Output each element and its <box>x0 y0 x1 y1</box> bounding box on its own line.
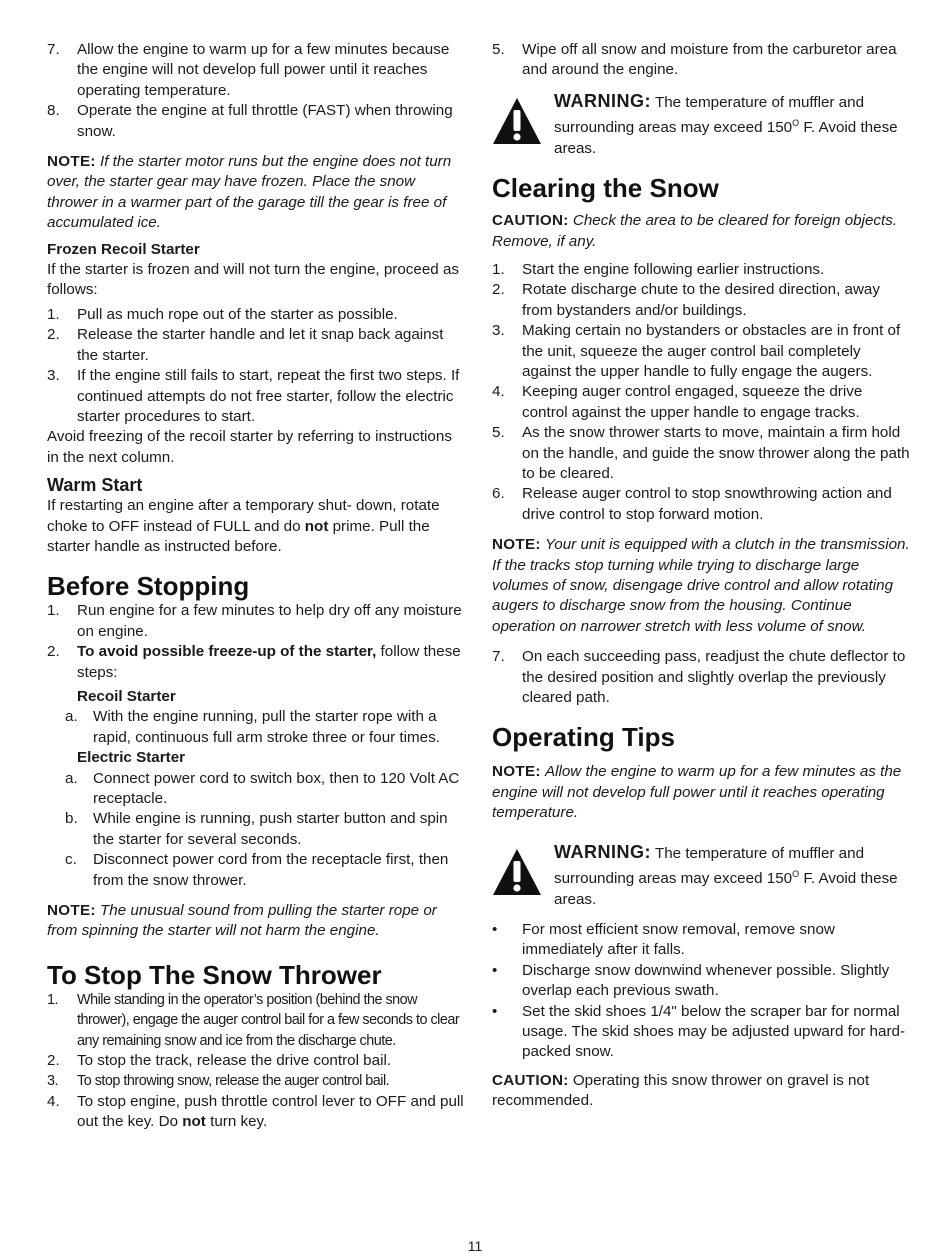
frozen-outro: Avoid freezing of the recoil starter by referring to instructions in the next column. <box>47 428 452 466</box>
operating-tips-heading: Operating Tips <box>492 722 675 753</box>
left-column <box>47 40 467 1133</box>
list-item: 3. To stop throwing snow, release the auger control bail. <box>47 1073 390 1090</box>
note-clutch: NOTE: Your unit is equipped with a clutch in the transmission. If the tracks stop turning while trying to discharge large volumes of snow, disengage drive control and allow rotating augers to discharge snow from the housing. Continue operation on narrower stretch with less volume of snow. <box>492 536 910 635</box>
list-item: a. Connect power cord to switch box, then to 120 Volt AC receptacle. <box>65 769 460 807</box>
warning-block: WARNING: The temperature of muffler and surrounding areas may exceed $150^O$ F. Avoid these areas. <box>492 91 912 159</box>
list-item: 4. To stop engine, push throttle control lever to OFF and pull out the key. Do not turn key. <box>47 1092 464 1131</box>
warm-start-heading: Warm Start <box>47 475 143 496</box>
list-item: 8. Operate the engine at full throttle (FAST) when throwing snow. <box>47 102 453 140</box>
list-item: 2. To avoid possible freeze-up of the starter, follow these steps: <box>47 643 461 681</box>
list-item: • Discharge snow downwind whenever possible. Slightly overlap each previous swath. <box>492 961 890 1000</box>
warning-icon <box>492 97 542 145</box>
note-starter-frozen: NOTE: If the starter motor runs but the engine does not turn over, the starter gear may have frozen. Place the snow thrower in a warmer part of the garage till the gear is free of accumulated ice. <box>47 153 452 232</box>
list-item: 7. On each succeeding pass, readjust the chute deflector to the desired position and slightly overlap the previously cleared path. <box>492 648 906 707</box>
list-item: 2. Release the starter handle and let it snap back against the starter. <box>47 326 444 364</box>
warning-icon <box>492 848 542 896</box>
list-item: 3. Making certain no bystanders or obstacles are in front of the unit, squeeze the auger control bail completely against the upper handle to fully engage the augers. <box>492 322 901 380</box>
frozen-intro: If the starter is frozen and will not turn the engine, proceed as follows: <box>47 261 459 299</box>
list-item: • Set the skid shoes 1/4" below the scraper bar for normal usage. The skid shoes may be adjusted upward for hard-packed snow. <box>492 1002 906 1061</box>
clearing-snow-heading: Clearing the Snow <box>492 173 719 204</box>
page-number: 11 <box>467 1238 483 1254</box>
list-item: b. While engine is running, push starter button and spin the starter for several seconds. <box>65 810 448 848</box>
list-item: 2. Rotate discharge chute to the desired direction, away from bystanders and/or buildings. <box>492 281 880 319</box>
list-item: 3. If the engine still fails to start, repeat the first two steps. If continued attempts do not free starter, follow the electric starter procedures to start. <box>47 367 460 425</box>
list-item: 5. As the snow thrower starts to move, maintain a firm hold on the handle, and guide the snow thrower along the path to be cleared. <box>492 424 910 482</box>
list-item: 4. Keeping auger control engaged, squeeze the drive control against the upper handle to engage tracks. <box>492 383 863 421</box>
list-item: 5. Wipe off all snow and moisture from the carburetor area and around the engine. <box>492 41 897 79</box>
list-item: 6. Release auger control to stop snowthrowing action and drive control to stop forward motion. <box>492 485 892 523</box>
warning-block: WARNING: The temperature of muffler and surrounding areas may exceed $150^O$ F. Avoid these areas. <box>492 842 912 910</box>
list-item: c. Disconnect power cord from the receptacle first, then from the snow thrower. <box>65 851 449 889</box>
list-item: 1. Run engine for a few minutes to help dry off any moisture on engine. <box>47 602 462 640</box>
caution-foreign-objects: CAUTION: Check the area to be cleared for foreign objects. Remove, if any. <box>492 212 898 250</box>
list-item: 1. Pull as much rope out of the starter as possible. <box>47 305 398 323</box>
list-item: a. With the engine running, pull the starter rope with a rapid, continuous full arm stroke three or four times. <box>65 708 440 746</box>
electric-starter-heading: Electric Starter <box>77 749 186 767</box>
list-item: 2. To stop the track, release the drive control bail. <box>47 1052 392 1070</box>
list-item: 1. Start the engine following earlier instructions. <box>492 260 825 278</box>
list-item: 7. Allow the engine to warm up for a few minutes because the engine will not develop full power until it reaches operating temperature. <box>47 41 450 99</box>
note-warm-up: NOTE: Allow the engine to warm up for a few minutes as the engine will not develop full power until it reaches operating temperature. <box>492 763 902 822</box>
frozen-recoil-heading: Frozen Recoil Starter <box>47 240 200 258</box>
caution-gravel: CAUTION: Operating this snow thrower on gravel is not recommended. <box>492 1071 870 1110</box>
warm-start-text: If restarting an engine after a temporary shut- down, rotate choke to OFF instead of FULL and do not prime. Pull the starter handle as instructed before. <box>47 497 440 555</box>
right-column <box>492 40 912 1112</box>
list-item: • For most efficient snow removal, remove snow immediately after it falls. <box>492 920 835 959</box>
before-stopping-heading: Before Stopping <box>47 571 250 602</box>
recoil-starter-heading: Recoil Starter <box>77 687 176 705</box>
note-unusual-sound: NOTE: The unusual sound from pulling the starter rope or from spinning the starter will not harm the engine. <box>47 902 437 940</box>
list-item: 1. While standing in the operator’s position (behind the snow thrower), engage the auger control bail for a few seconds to clear any remaining snow and ice from the discharge chute. <box>47 991 460 1049</box>
stop-snow-thrower-heading: To Stop The Snow Thrower <box>47 959 382 990</box>
